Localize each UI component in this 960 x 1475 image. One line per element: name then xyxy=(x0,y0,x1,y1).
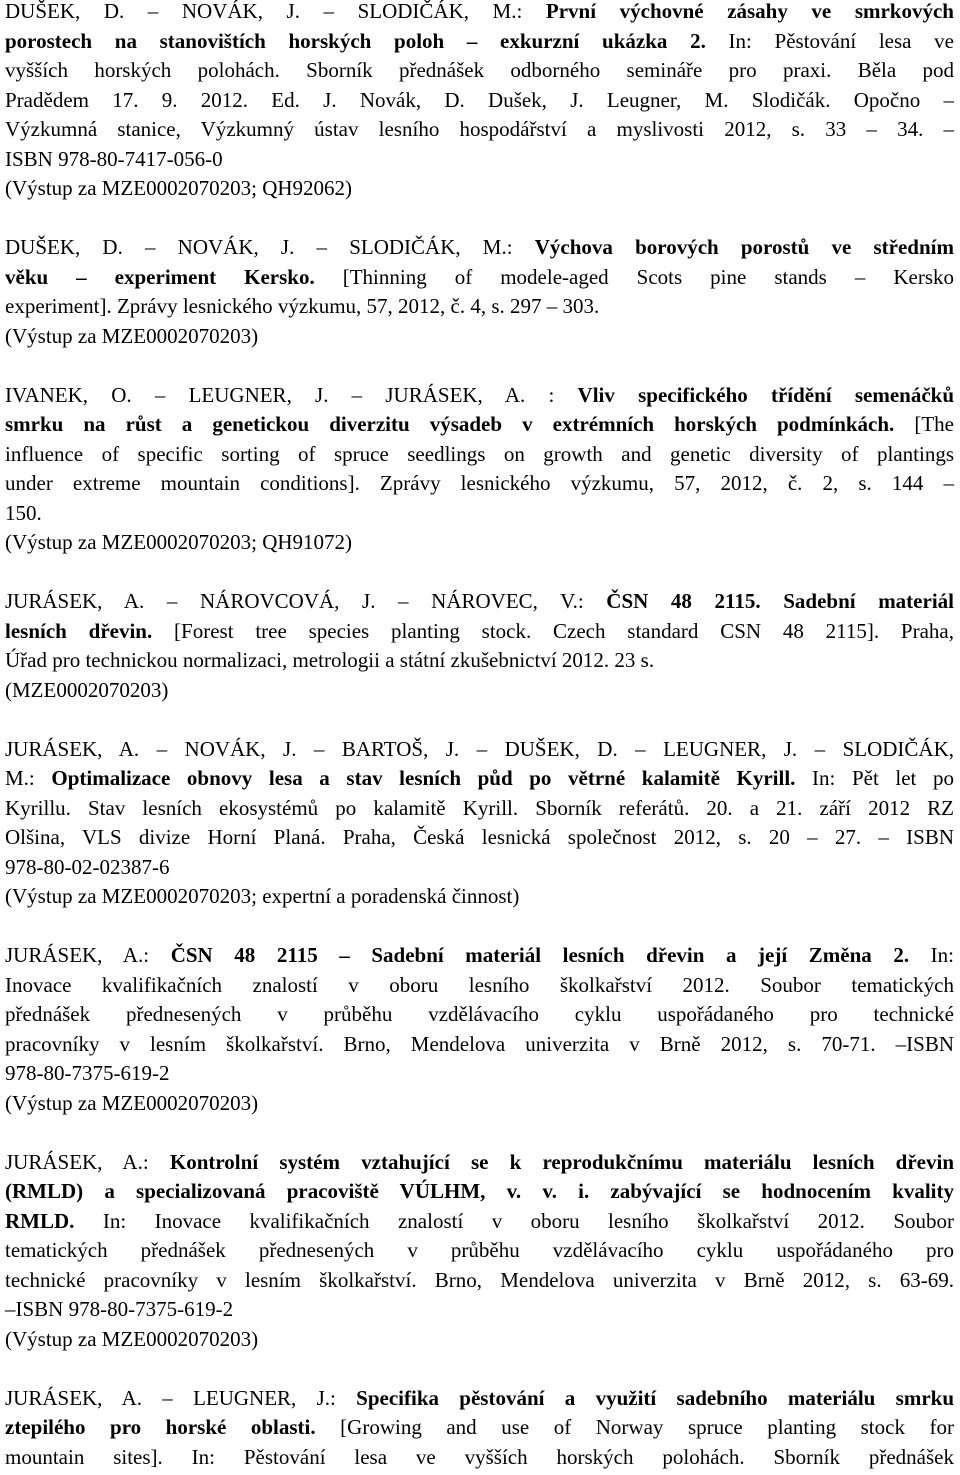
entry-text: Kyrillu. Stav lesních ekosystémů po kalamitě Kyrill. Sborník referátů. 20. a 21. září 2012 RZ xyxy=(5,795,954,820)
entry-line xyxy=(5,322,954,352)
entry-text: JURÁSEK, A.: xyxy=(5,943,171,967)
entry-title: Specifika pěstování a využití sadebního materiálu smrku xyxy=(356,1385,954,1410)
entry-text: tematických přednášek přednesených v průběhu vzdělávacího cyklu uspořádaného pro xyxy=(5,1238,954,1262)
entry-text: 978-80-7375-619-2 xyxy=(5,1061,170,1085)
entry-line xyxy=(5,86,954,116)
entry-text: experiment]. Zprávy lesnického výzkumu, 57, 2012, č. 4, s. 297 – 303. xyxy=(5,294,600,318)
entry-text: In: xyxy=(909,943,955,967)
entry-line xyxy=(5,882,954,912)
entry-title: Vliv specifického třídění semenáčků xyxy=(577,382,955,407)
entry-text: mountain sites]. In: Pěstování lesa ve vyšších horských polohách. Sborník přednášek xyxy=(5,1444,954,1469)
entry-line xyxy=(5,587,954,617)
entry-line xyxy=(5,1236,954,1266)
entry-text: JURÁSEK, A.: xyxy=(5,1149,170,1174)
entry-text: DUŠEK, D. – NOVÁK, J. – SLODIČÁK, M.: xyxy=(5,0,546,23)
entry-line xyxy=(5,646,954,676)
entry-text: under extreme mountain conditions]. Zprávy lesnického výzkumu, 57, 2012, č. 2, s. 144 – xyxy=(5,471,954,495)
entry-title: ztepilého pro horské oblasti. xyxy=(5,1415,316,1439)
entry-text: M.: xyxy=(5,766,52,790)
entry-text: Olšina, VLS divize Horní Planá. Praha, Česká lesnická společnost 2012, s. 20 – 27. – ISBN xyxy=(5,825,954,849)
entry-line xyxy=(5,1089,954,1119)
entry-line xyxy=(5,676,954,706)
entry-line xyxy=(5,823,954,853)
entry-title: věku – experiment Kersko. xyxy=(5,264,315,289)
bibliography-entry xyxy=(5,1384,954,1473)
entry-title: (RMLD) a specializovaná pracoviště VÚLHM, v. v. i. zabývající se hodnocením kvality xyxy=(5,1179,954,1203)
entry-title: Optimalizace obnovy lesa a stav lesních půd po větrné kalamitě Kyrill. xyxy=(51,766,796,790)
entry-line xyxy=(5,27,954,57)
entry-text: 150. xyxy=(5,500,42,525)
entry-title: První výchovné zásahy ve smrkových xyxy=(545,0,954,23)
bibliography-entry xyxy=(5,381,954,558)
entry-text: IVANEK, O. – LEUGNER, J. – JURÁSEK, A. : xyxy=(5,382,578,407)
entry-line xyxy=(5,1059,954,1089)
bibliography-entry xyxy=(5,735,954,912)
entry-title: porostech na stanovištích horských poloh – exkurzní ukázka 2. xyxy=(5,28,706,53)
entry-line xyxy=(5,941,954,971)
entry-text: Úřad pro technickou normalizaci, metrologii a státní zkušebnictví 2012. 23 s. xyxy=(5,648,655,672)
entry-line xyxy=(5,410,954,440)
entry-text: (Výstup za MZE0002070203) xyxy=(5,1090,259,1115)
entry-text: (Výstup za MZE0002070203) xyxy=(5,323,259,348)
entry-title: smrku na růst a genetickou diverzitu výsadeb v extrémních horských podmínkách. xyxy=(5,412,895,436)
entry-text: (Výstup za MZE0002070203; expertní a poradenská činnost) xyxy=(5,884,520,908)
entry-line xyxy=(5,263,954,293)
entry-line xyxy=(5,528,954,558)
entry-line xyxy=(5,1413,954,1443)
entry-text: [The xyxy=(894,412,954,436)
entry-line xyxy=(5,233,954,263)
entry-text: ISBN 978-80-7417-056-0 xyxy=(5,146,223,171)
bibliography-entry xyxy=(5,1148,954,1355)
entry-text: [Thinning of modele-aged Scots pine stands – Kersko xyxy=(314,264,954,289)
entry-text: [Forest tree species planting stock. Czech standard CSN 48 2115]. Praha, xyxy=(152,618,954,643)
entry-text: In: Pět let po xyxy=(795,766,954,790)
entry-line xyxy=(5,1384,954,1414)
entry-line xyxy=(5,1295,954,1325)
entry-line xyxy=(5,469,954,499)
entry-line xyxy=(5,794,954,824)
entry-line xyxy=(5,499,954,529)
bibliography-entry xyxy=(5,233,954,351)
entry-text: JURÁSEK, A. – NÁROVCOVÁ, J. – NÁROVEC, V.: xyxy=(5,589,607,613)
entry-line xyxy=(5,971,954,1001)
entry-title: Výchova borových porostů ve středním xyxy=(534,235,954,259)
entry-text: DUŠEK, D. – NOVÁK, J. – SLODIČÁK, M.: xyxy=(5,235,535,259)
entry-title: Kontrolní systém vztahující se k reprodukčnímu materiálu lesních dřevin xyxy=(169,1149,955,1174)
entry-text: Inovace kvalifikačních znalostí v oboru lesního školkařství 2012. Soubor tematických xyxy=(5,972,954,997)
entry-line xyxy=(5,617,954,647)
entry-text: (Výstup za MZE0002070203; QH91072) xyxy=(5,530,353,554)
entry-line xyxy=(5,1325,954,1355)
entry-line xyxy=(5,381,954,411)
entry-line xyxy=(5,1207,954,1237)
entry-text: Výzkumná stanice, Výzkumný ústav lesního hospodářství a myslivosti 2012, s. 33 – 34. – xyxy=(5,117,954,141)
entry-line xyxy=(5,853,954,883)
entry-text: 978-80-02-02387-6 xyxy=(5,854,170,879)
entry-line xyxy=(5,1030,954,1060)
entry-line xyxy=(5,0,954,27)
entry-text: přednášek přednesených v průběhu vzdělávacího cyklu uspořádaného pro technické xyxy=(5,1002,954,1026)
bibliography-entry xyxy=(5,587,954,705)
entry-text: Pradědem 17. 9. 2012. Ed. J. Novák, D. Dušek, J. Leugner, M. Slodičák. Opočno – xyxy=(5,87,954,112)
entry-text: technické pracovníky v lesním školkařství. Brno, Mendelova univerzita v Brně 2012, s. 63-69. xyxy=(5,1267,954,1292)
bibliography-entry xyxy=(5,0,954,204)
entry-text: pracovníky v lesním školkařství. Brno, Mendelova univerzita v Brně 2012, s. 70-71. –ISBN xyxy=(5,1031,954,1056)
entry-line xyxy=(5,1443,954,1473)
entry-text: (Výstup za MZE0002070203) xyxy=(5,1326,259,1351)
entry-line xyxy=(5,440,954,470)
entry-title: lesních dřevin. xyxy=(5,618,153,643)
entry-text: vyšších horských polohách. Sborník přednášek odborného semináře pro praxi. Běla pod xyxy=(5,58,954,82)
entry-line xyxy=(5,292,954,322)
entry-line xyxy=(5,1000,954,1030)
entry-text: In: Pěstování lesa ve xyxy=(705,28,954,53)
entry-text: (Výstup za MZE0002070203; QH92062) xyxy=(5,176,353,200)
entry-title: RMLD. xyxy=(5,1208,75,1233)
entry-text: influence of specific sorting of spruce seedlings on growth and genetic diversity of plantings xyxy=(5,441,954,466)
entry-line xyxy=(5,735,954,765)
entry-text: JURÁSEK, A. – NOVÁK, J. – BARTOŠ, J. – DUŠEK, D. – LEUGNER, J. – SLODIČÁK, xyxy=(5,736,954,761)
entry-line xyxy=(5,764,954,794)
bibliography-entry xyxy=(5,941,954,1118)
entry-line xyxy=(5,56,954,86)
entry-text: (MZE0002070203) xyxy=(5,677,169,702)
entry-title: ČSN 48 2115 – Sadební materiál lesních dřevin a její Změna 2. xyxy=(170,943,910,967)
entry-line xyxy=(5,145,954,175)
entry-title: ČSN 48 2115. Sadební materiál xyxy=(606,589,954,613)
entry-line xyxy=(5,174,954,204)
entry-line xyxy=(5,115,954,145)
entry-text: –ISBN 978-80-7375-619-2 xyxy=(5,1297,234,1321)
entry-text: In: Inovace kvalifikačních znalostí v oboru lesního školkařství 2012. Soubor xyxy=(74,1208,954,1233)
entry-line xyxy=(5,1177,954,1207)
entry-line xyxy=(5,1266,954,1296)
entry-text: JURÁSEK, A. – LEUGNER, J.: xyxy=(5,1385,357,1410)
entry-text: [Growing and use of Norway spruce planting stock for xyxy=(315,1415,954,1439)
entry-line xyxy=(5,1148,954,1178)
